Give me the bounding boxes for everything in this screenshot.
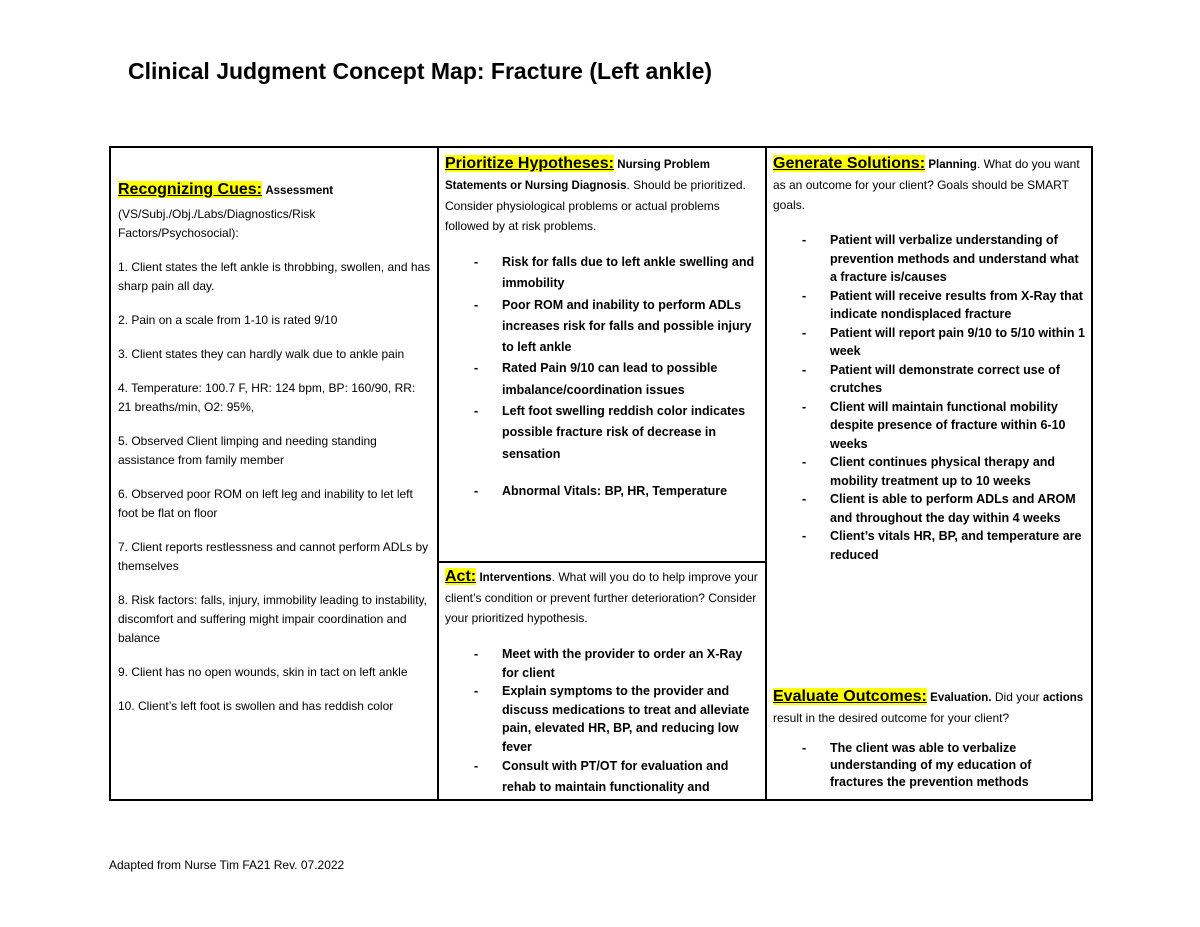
intervention-item: - Explain symptoms to the provider and discuss medications to treat and alleviate pain, elevated HR, BP, and reducing low fever (474, 682, 759, 756)
evaluate-outcomes-header (773, 687, 1085, 728)
act-cell (439, 563, 765, 799)
recognizing-cues-subheading: Assessment (265, 185, 334, 197)
cue-item: 7. Client reports restlessness and cannot perform ADLs by themselves (118, 540, 429, 573)
concept-map-table (109, 146, 1093, 801)
prioritize-hypotheses-subheading: Nursing Problem Statements or Nursing Diagnosis (445, 159, 710, 192)
middle-column (439, 148, 767, 799)
solution-item: - Patient will report pain 9/10 to 5/10 within 1 week (802, 324, 1085, 361)
intervention-list (445, 645, 759, 798)
evaluation-item: - The client was able to verbalize understanding of my education of fractures the prevention methods (802, 740, 1085, 791)
evaluation-list (773, 740, 1085, 791)
intervention-item: - Consult with PT/OT for evaluation and rehab to maintain functionality and (474, 756, 759, 798)
evaluate-outcomes-intro-pre: Did your (991, 690, 1043, 704)
cue-item: 8. Risk factors: falls, injury, immobility leading to instability, discomfort and suffering might impair coordination and balance (118, 593, 427, 645)
cue-item: 9. Client has no open wounds, skin in tact on left ankle (118, 665, 408, 679)
generate-solutions-cell (767, 148, 1091, 683)
footer-note: Adapted from Nurse Tim FA21 Rev. 07.2022 (109, 858, 345, 872)
solution-item: - Patient will demonstrate correct use of crutches (802, 361, 1085, 398)
evaluate-outcomes-heading: Evaluate Outcomes: (773, 688, 927, 705)
cue-list (118, 258, 431, 716)
cue-item: 6. Observed poor ROM on left leg and inability to let left foot be flat on floor (118, 487, 413, 520)
prioritize-hypotheses-intro: . Should be prioritized. Consider physiological problems or actual problems followed by at risk problems. (445, 178, 746, 233)
evaluate-outcomes-cell (767, 683, 1091, 799)
page-title: Clinical Judgment Concept Map: Fracture (Left ankle) (128, 58, 713, 84)
solution-item: - Client continues physical therapy and mobility treatment up to 10 weeks (802, 453, 1085, 490)
hypothesis-extra-list (445, 481, 759, 502)
hypothesis-item: - Abnormal Vitals: BP, HR, Temperature (474, 481, 759, 502)
act-header (445, 567, 759, 628)
prioritize-hypotheses-header (445, 154, 759, 236)
solution-list (773, 231, 1085, 564)
solution-item: - Patient will receive results from X-Ray that indicate nondisplaced fracture (802, 287, 1085, 324)
recognizing-cues-cell (111, 148, 439, 799)
solution-item: - Client’s vitals HR, BP, and temperature are reduced (802, 527, 1085, 564)
prioritize-hypotheses-cell (439, 148, 765, 563)
cue-item: 10. Client’s left foot is swollen and has reddish color (118, 699, 394, 713)
evaluate-outcomes-subheading: Evaluation. (930, 692, 992, 704)
cue-item: 5. Observed Client limping and needing standing assistance from family member (118, 434, 377, 467)
generate-solutions-heading: Generate Solutions: (773, 155, 926, 172)
hypothesis-item: - Left foot swelling reddish color indicates possible fracture risk of decrease in sensation (474, 401, 759, 465)
act-heading: Act: (445, 568, 477, 585)
hypothesis-list (445, 252, 759, 465)
solution-item: - Patient will verbalize understanding of prevention methods and understand what a fracture is/causes (802, 231, 1085, 287)
generate-solutions-header (773, 154, 1085, 215)
solution-item: - Client will maintain functional mobility despite presence of fracture within 6-10 weeks (802, 398, 1085, 454)
solution-item: - Client is able to perform ADLs and AROM and throughout the day within 4 weeks (802, 490, 1085, 527)
evaluate-outcomes-intro-bold: actions (1042, 692, 1084, 704)
cue-item: 2. Pain on a scale from 1-10 is rated 9/10 (118, 313, 338, 327)
hypothesis-item: - Poor ROM and inability to perform ADLs increases risk for falls and possible injury to left ankle (474, 295, 759, 359)
cue-item: 3. Client states they can hardly walk due to ankle pain (118, 347, 405, 361)
generate-solutions-intro: . What do you want as an outcome for your client? Goals should be SMART goals. (773, 157, 1080, 212)
intervention-item: - Meet with the provider to order an X-Ray for client (474, 645, 759, 682)
generate-solutions-subheading: Planning (928, 159, 977, 171)
recognizing-cues-heading: Recognizing Cues: (118, 181, 263, 198)
right-column (767, 148, 1091, 799)
cue-item: 4. Temperature: 100.7 F, HR: 124 bpm, BP: 160/90, RR: 21 breaths/min, O2: 95%, (118, 381, 416, 414)
recognizing-cues-header (118, 180, 431, 201)
act-subheading: Interventions (479, 572, 552, 584)
cue-item: 1. Client states the left ankle is throbbing, swollen, and has sharp pain all day. (118, 260, 431, 293)
prioritize-hypotheses-heading: Prioritize Hypotheses: (445, 155, 614, 172)
evaluate-outcomes-intro-post: result in the desired outcome for your client? (773, 711, 1010, 725)
hypothesis-item: - Rated Pain 9/10 can lead to possible imbalance/coordination issues (474, 358, 759, 401)
act-intro: . What will you do to help improve your client’s condition or prevent further deterioration? Consider your prioritized hypothesis. (445, 570, 758, 625)
recognizing-cues-intro: (VS/Subj./Obj./Labs/Diagnostics/Risk Factors/Psychosocial): (118, 207, 316, 240)
hypothesis-item: - Risk for falls due to left ankle swelling and immobility (474, 252, 759, 295)
